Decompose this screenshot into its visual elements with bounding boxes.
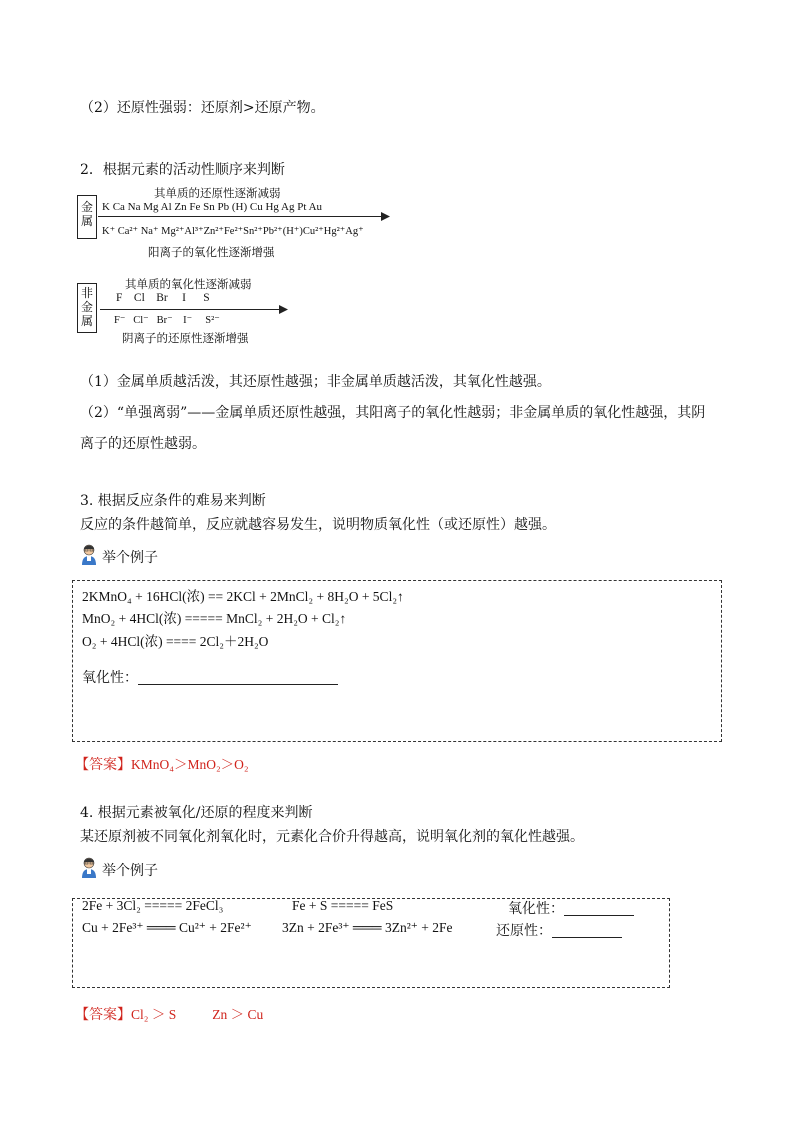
section3-equation-1: 2KMnO₄ + 16HCl(浓) == 2KCl + 2MnCl₂ + 8H₂O + 5Cl₂↑ xyxy=(82,589,404,604)
section4-answer-2: Zn ＞ Cu xyxy=(212,1007,264,1022)
section4-example-label: 举个例子 xyxy=(102,863,158,879)
note2-line1: （2）“单强离弱”——金属单质还原性越强，其阳离子的氧化性越弱；非金属单质的氧化性越强，其阴 xyxy=(80,405,706,421)
section4-blank1-label: 氧化性： xyxy=(508,901,564,917)
nonmetal-arrow-head-icon xyxy=(279,305,289,314)
reduction-strength-line: （2）还原性强弱：还原剂>还原产物。 xyxy=(80,100,325,116)
section4-answer-1: Cl₂ ＞ S xyxy=(131,1007,177,1022)
section4-answer-blank-2[interactable] xyxy=(552,923,622,938)
section3-heading: 3. 根据反应条件的难易来判断 xyxy=(80,493,266,509)
section4-equation-1b: Fe + S ===== FeS xyxy=(292,898,394,913)
nonmetal-top-caption: 其单质的氧化性逐渐减弱 xyxy=(125,277,252,291)
section4-equation-2a: Cu + 2Fe³⁺ ═══ Cu²⁺ + 2Fe²⁺ xyxy=(82,920,252,935)
note1: （1）金属单质越活泼，其还原性越强；非金属单质越活泼，其氧化性越强。 xyxy=(80,374,551,390)
section3-answer-tag: 【答案】 xyxy=(75,757,131,773)
section3-answer: KMnO₄＞MnO₂＞O₂ xyxy=(131,757,249,772)
metal-arrow-line xyxy=(98,216,382,217)
nonmetal-box-label: 非金属 xyxy=(77,283,97,333)
section4-equation-1a: 2Fe + 3Cl₂ ===== 2FeCl₃ xyxy=(82,898,224,913)
nonmetal-arrow-line xyxy=(100,309,280,310)
section4-body: 某还原剂被不同氧化剂氧化时，元素化合价升得越高，说明氧化剂的氧化性越强。 xyxy=(80,829,584,845)
section4-equation-2b: 3Zn + 2Fe³⁺ ═══ 3Zn²⁺ + 2Fe xyxy=(282,920,453,935)
section3-equation-2: MnO₂ + 4HCl(浓) ===== MnCl₂ + 2H₂O + Cl₂↑ xyxy=(82,611,347,626)
nonmetal-bottom-caption: 阴离子的还原性逐渐增强 xyxy=(122,331,249,345)
metal-bottom-caption: 阳离子的氧化性逐渐增强 xyxy=(148,245,275,259)
section4-answer-tag: 【答案】 xyxy=(75,1007,131,1023)
section3-answer-blank[interactable] xyxy=(138,670,338,685)
section4-heading: 4. 根据元素被氧化/还原的程度来判断 xyxy=(80,805,313,821)
section4-blank2-label: 还原性： xyxy=(496,923,552,939)
nonmetal-elements: F Cl Br I S xyxy=(116,292,210,304)
section3-equation-3: O₂ + 4HCl(浓) ==== 2Cl₂＋2H₂O xyxy=(82,634,269,649)
section4-answer-blank-1[interactable] xyxy=(564,901,634,916)
metal-ions: K⁺ Ca²⁺ Na⁺ Mg²⁺Al³⁺Zn²⁺Fe²⁺Sn²⁺Pb²⁺(H⁺)Cu²⁺Hg²⁺Ag⁺ xyxy=(102,226,364,237)
student-avatar-icon xyxy=(80,857,98,879)
section3-example-label: 举个例子 xyxy=(102,550,158,566)
metal-box-label: 金属 xyxy=(77,195,97,239)
student-avatar-icon xyxy=(80,544,98,566)
note2-line2: 离子的还原性越弱。 xyxy=(80,436,206,452)
section2-heading: 2．根据元素的活动性顺序来判断 xyxy=(80,162,285,178)
section3-body: 反应的条件越简单，反应就越容易发生，说明物质氧化性（或还原性）越强。 xyxy=(80,517,556,533)
metal-arrow-head-icon xyxy=(381,212,391,221)
metal-elements: K Ca Na Mg Al Zn Fe Sn Pb (H) Cu Hg Ag Pt Au xyxy=(102,201,323,213)
nonmetal-ions: F⁻ Cl⁻ Br⁻ I⁻ S²⁻ xyxy=(114,315,220,326)
section3-blank-label: 氧化性： xyxy=(82,670,138,686)
metal-top-caption: 其单质的还原性逐渐减弱 xyxy=(154,186,281,200)
